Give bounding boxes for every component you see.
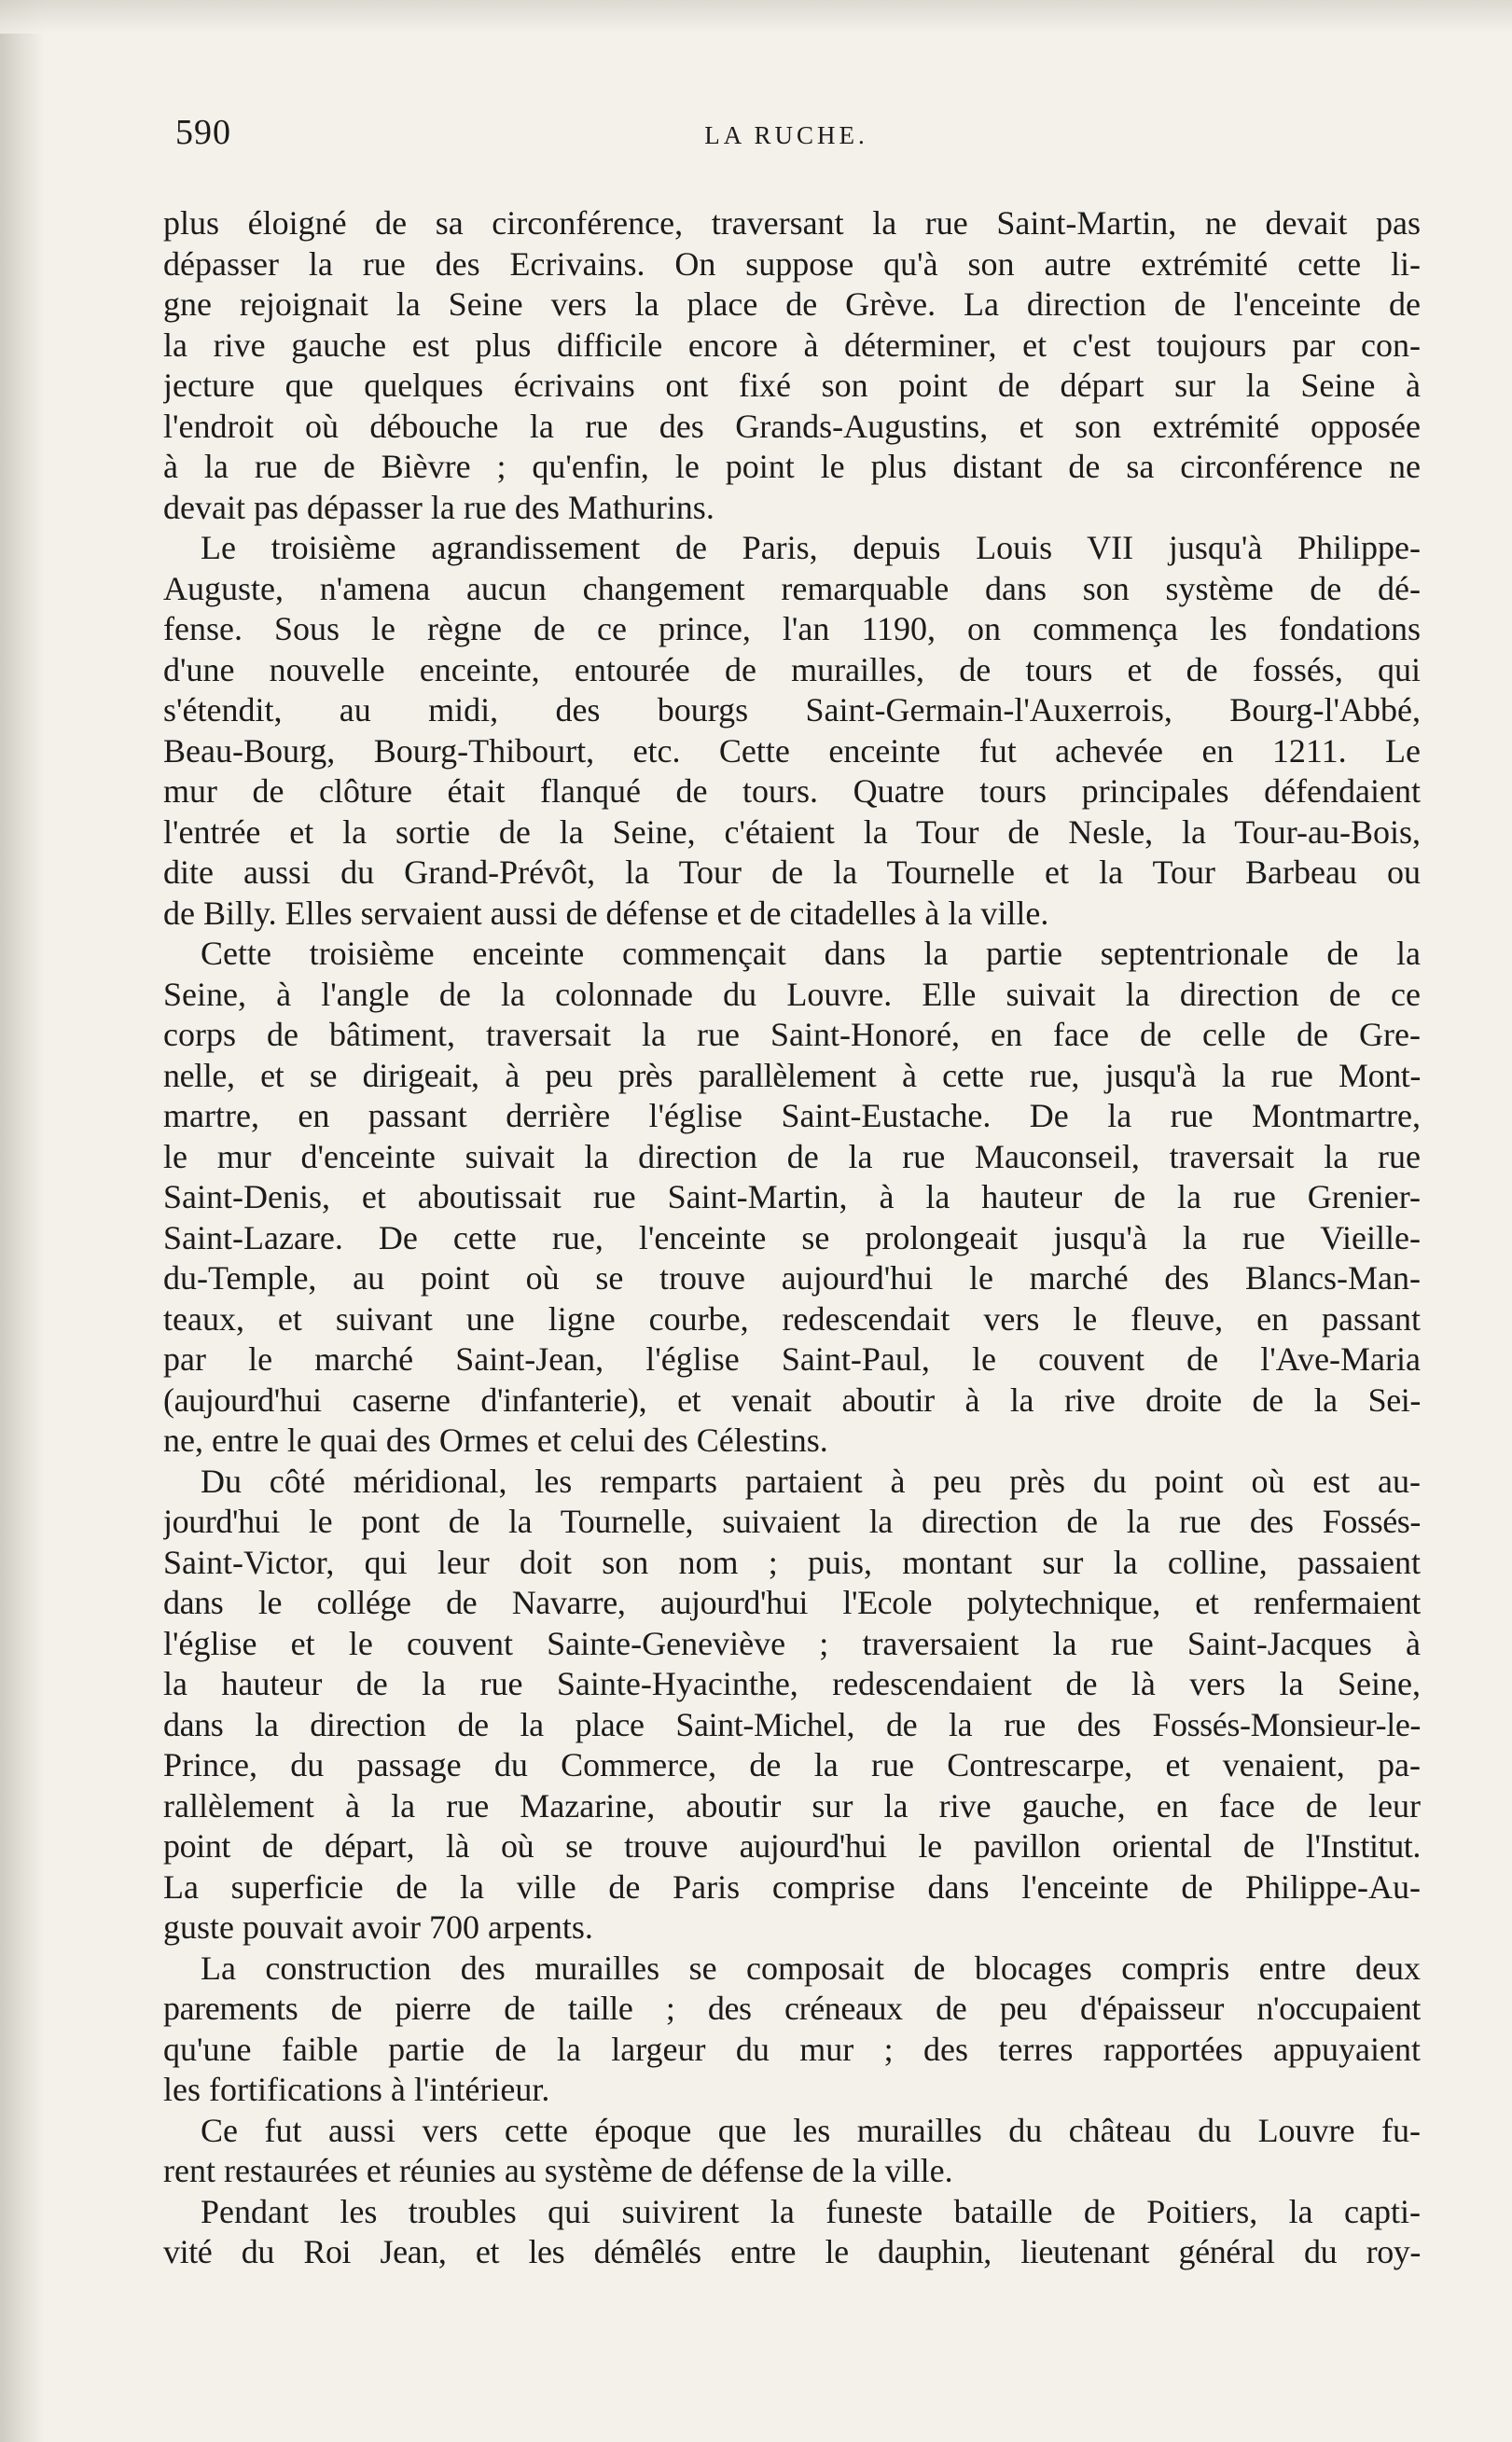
text-line: Le troisième agrandissement de Paris, depuis Louis VII jusqu'à Philippe-: [201, 529, 1421, 566]
text-line: Prince, du passage du Commerce, de la rue Contrescarpe, et venaient, pa-: [163, 1746, 1421, 1783]
text-line: corps de bâtiment, traversait la rue Saint-Honoré, en face de celle de Gre-: [163, 1016, 1421, 1053]
text-line: Ce fut aussi vers cette époque que les murailles du château du Louvre fu-: [201, 2111, 1421, 2149]
text-line: dans le collége de Navarre, aujourd'hui l'Ecole polytechnique, et renfermaient: [163, 1584, 1421, 1621]
text-line: devait pas dépasser la rue des Mathurins.: [163, 488, 714, 526]
text-line: l'endroit où débouche la rue des Grands-Augustins, et son extrémité opposée: [163, 407, 1421, 445]
text-line: de Billy. Elles servaient aussi de défense et de citadelles à la ville.: [163, 894, 1049, 932]
text-line: à la rue de Bièvre ; qu'enfin, le point le plus distant de sa circonférence ne: [163, 448, 1421, 485]
text-line: parements de pierre de taille ; des créneaux de peu d'épaisseur n'occupaient: [163, 1990, 1421, 2027]
text-line: rallèlement à la rue Mazarine, aboutir sur la rive gauche, en face de leur: [163, 1786, 1421, 1825]
text-line: Pendant les troubles qui suivirent la funeste bataille de Poitiers, la capti-: [201, 2192, 1421, 2230]
body-text: [163, 203, 1421, 2273]
text-line: mur de clôture était flanqué de tours. Quatre tours principales défendaient: [163, 772, 1421, 810]
text-line: jecture que quelques écrivains ont fixé son point de départ sur la Seine à: [163, 367, 1421, 404]
text-line: fense. Sous le règne de ce prince, l'an 1190, on commença les fondations: [163, 610, 1421, 647]
text-line: dans la direction de la place Saint-Michel, de la rue des Fossés-Monsieur-le-: [163, 1705, 1421, 1743]
text-line: Du côté méridional, les remparts partaient à peu près du point où est au-: [201, 1462, 1421, 1500]
text-line: point de départ, là où se trouve aujourd'hui le pavillon oriental de l'Institut.: [163, 1827, 1421, 1865]
text-line: la rive gauche est plus difficile encore à déterminer, et c'est toujours par con-: [163, 326, 1421, 364]
page-header: [175, 112, 1397, 168]
text-line: nelle, et se dirigeait, à peu près parallèlement à cette rue, jusqu'à la rue Mont-: [163, 1056, 1421, 1094]
text-line: dépasser la rue des Ecrivains. On suppose qu'à son autre extrémité cette li-: [163, 244, 1421, 283]
text-line: qu'une faible partie de la largeur du mur ; des terres rapportées appuyaient: [163, 2030, 1421, 2068]
text-line: le mur d'enceinte suivait la direction de la rue Mauconseil, traversait la rue: [163, 1137, 1421, 1175]
page-number: 590: [175, 113, 231, 152]
text-line: Saint-Denis, et aboutissait rue Saint-Martin, à la hauteur de la rue Grenier-: [163, 1178, 1421, 1215]
running-title: LA RUCHE.: [704, 121, 868, 149]
text-line: Cette troisième enceinte commençait dans la partie septentrionale de la: [201, 935, 1421, 972]
text-line: Auguste, n'amena aucun changement remarquable dans son système de dé-: [163, 569, 1421, 607]
text-line: Saint-Lazare. De cette rue, l'enceinte se prolongeait jusqu'à la rue Vieille-: [163, 1218, 1421, 1256]
text-line: teaux, et suivant une ligne courbe, redescendait vers le fleuve, en passant: [163, 1299, 1421, 1338]
text-line: plus éloigné de sa circonférence, traversant la rue Saint-Martin, ne devait pas: [163, 204, 1421, 242]
page-top-shadow: [0, 0, 1512, 34]
text-line: Saint-Victor, qui leur doit son nom ; puis, montant sur la colline, passaient: [163, 1543, 1421, 1581]
text-line: jourd'hui le pont de la Tournelle, suivaient la direction de la rue des Fossés-: [163, 1503, 1421, 1540]
text-line: (aujourd'hui caserne d'infanterie), et venait aboutir à la rive droite de la Sei-: [163, 1381, 1421, 1419]
text-line: par le marché Saint-Jean, l'église Saint-Paul, le couvent de l'Ave-Maria: [163, 1340, 1421, 1378]
text-line: gne rejoignait la Seine vers la place de Grève. La direction de l'enceinte de: [163, 285, 1421, 323]
text-line: ne, entre le quai des Ormes et celui des Célestins.: [163, 1422, 828, 1459]
text-line: les fortifications à l'intérieur.: [163, 2071, 550, 2108]
text-line: Beau-Bourg, Bourg-Thibourt, etc. Cette enceinte fut achevée en 1211. Le: [163, 731, 1421, 770]
text-line: martre, en passant derrière l'église Saint-Eustache. De la rue Montmartre,: [163, 1097, 1421, 1134]
text-line: La construction des murailles se composait de blocages compris entre deux: [201, 1949, 1421, 1987]
text-line: La superficie de la ville de Paris comprise dans l'enceinte de Philippe-Au-: [163, 1867, 1421, 1906]
text-line: Seine, à l'angle de la colonnade du Louvre. Elle suivait la direction de ce: [163, 975, 1421, 1013]
text-line: l'église et le couvent Sainte-Geneviève ; traversaient la rue Saint-Jacques à: [163, 1624, 1421, 1662]
text-line: s'étendit, au midi, des bourgs Saint-Germain-l'Auxerrois, Bourg-l'Abbé,: [163, 691, 1421, 728]
text-line: du-Temple, au point où se trouve aujourd'hui le marché des Blancs-Man-: [163, 1259, 1421, 1297]
page-edge-shadow: [0, 0, 45, 2442]
text-line: dite aussi du Grand-Prévôt, la Tour de la Tournelle et la Tour Barbeau ou: [163, 853, 1421, 891]
text-line: vité du Roi Jean, et les démêlés entre le dauphin, lieutenant général du roy-: [163, 2233, 1421, 2270]
text-line: rent restaurées et réunies au système de défense de la ville.: [163, 2152, 953, 2189]
text-line: l'entrée et la sortie de la Seine, c'étaient la Tour de Nesle, la Tour-au-Bois,: [163, 812, 1421, 851]
text-line: la hauteur de la rue Sainte-Hyacinthe, redescendaient de là vers la Seine,: [163, 1665, 1421, 1702]
text-line: d'une nouvelle enceinte, entourée de murailles, de tours et de fossés, qui: [163, 650, 1421, 688]
text-line: guste pouvait avoir 700 arpents.: [163, 1908, 593, 1946]
